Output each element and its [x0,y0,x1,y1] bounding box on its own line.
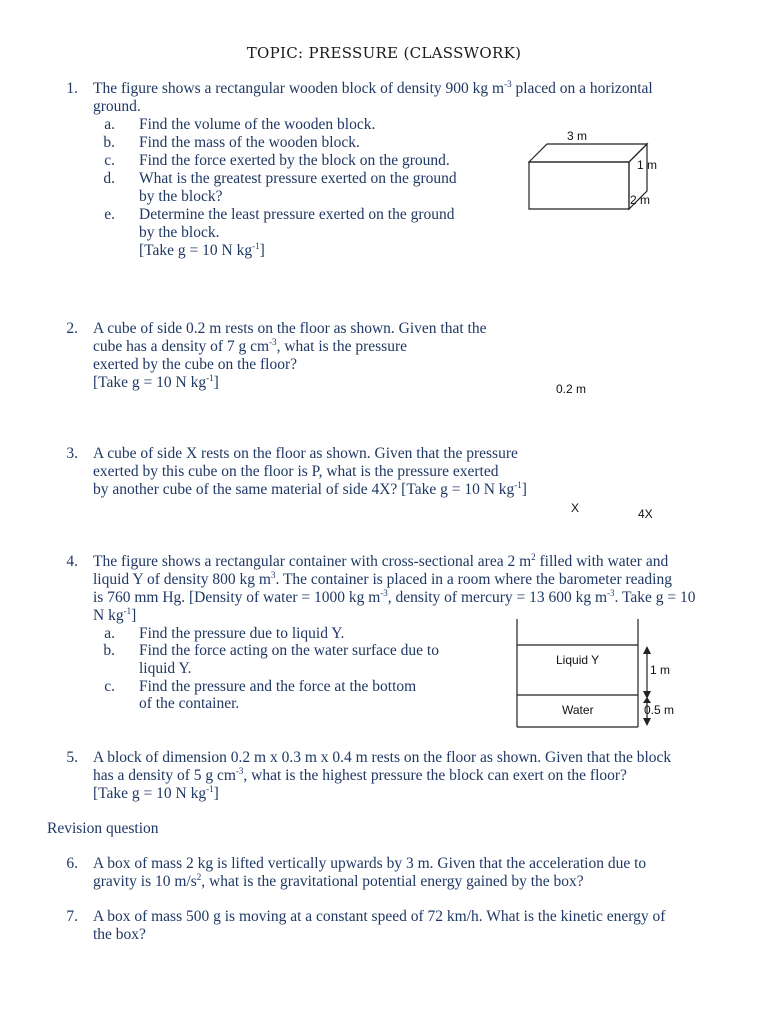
subpart-text: by the block? [139,188,223,205]
subpart-letter: b. [103,134,115,151]
liquid-y-label: Liquid Y [556,653,600,667]
subpart-text: Find the pressure and the force at the bottom [139,678,417,695]
question-text: A block of dimension 0.2 m x 0.3 m x 0.4 m rests on the floor as shown. Given that the block [93,749,672,766]
subpart-text: liquid Y. [139,660,192,677]
question-text: by another cube of the same material of side 4X? [Take g = 10 N $kg^{-1}$] [93,479,527,498]
water-height-label: 0.5 m [644,703,675,717]
subpart-letter: d. [103,170,115,187]
cube-side-label: 0.2 m [556,382,587,396]
subpart-text: Determine the least pressure exerted on the ground [139,206,455,223]
subpart-text: Find the force exerted by the block on the ground. [139,152,450,169]
question-number: 7. [66,908,78,925]
question-text: A cube of side X rests on the floor as shown. Given that the pressure [93,445,518,462]
subpart-letter: b. [103,642,115,659]
question-number: 4. [66,553,78,570]
liquid-height-label: 1 m [650,663,671,677]
subpart-text: Find the force acting on the water surface due to [139,642,439,659]
question-text: has a density of 5 g $cm^{-3}$, what is the highest pressure the block can exert on the floor? [93,765,627,784]
question-number: 1. [66,80,78,97]
given-g: [Take g = 10 N $kg^{-1}$] [139,240,265,259]
block-length-label: 3 m [567,129,588,143]
subpart-letter: c. [104,152,115,169]
question-text: liquid Y of density 800 kg $m^3$. The container is placed in a room where the barometer reading [93,569,672,588]
question-number: 6. [66,855,78,872]
question-number: 5. [66,749,78,766]
question-text: The figure shows a rectangular container with cross-sectional area 2 $m^2$ filled with water and [93,551,669,570]
question-number: 3. [66,445,78,462]
water-label: Water [562,703,594,717]
subpart-text: Find the volume of the wooden block. [139,116,376,133]
question-text: exerted by this cube on the floor is P, what is the pressure exerted [93,463,499,480]
large-cube-label: 4X [638,507,653,521]
subpart-text: of the container. [139,695,240,712]
small-cube-label: X [571,501,580,515]
subpart-text: Find the pressure due to liquid Y. [139,625,345,642]
question-text: cube has a density of 7 g $cm^{-3}$, what is the pressure [93,336,407,355]
question-text: is 760 mm Hg. [Density of water = 1000 kg $m^{-3}$, density of mercury = 13 600 kg $m^{-3}$. Take g = 10 [93,587,696,606]
question-number: 2. [66,320,78,337]
subpart-letter: c. [104,678,115,695]
question-text: exerted by the cube on the floor? [93,356,297,373]
question-text: gravity is 10 $m/s^2$, what is the gravitational potential energy gained by the box? [93,871,584,890]
question-text: A box of mass 2 kg is lifted vertically upwards by 3 m. Given that the acceleration due to [93,855,647,872]
given-g: [Take g = 10 N $kg^{-1}$] [93,783,219,802]
question-text: N $kg^{-1}$] [93,605,137,624]
question-text: ground. [93,98,141,115]
block-width-label: 2 m [630,193,651,207]
section-heading-revision: Revision question [47,820,159,837]
block-height-label: 1 m [637,158,658,172]
page-title: TOPIC: PRESSURE (CLASSWORK) [246,44,522,62]
subpart-text: What is the greatest pressure exerted on the ground [139,170,457,187]
subpart-text: Find the mass of the wooden block. [139,134,360,151]
question-text: the box? [93,926,146,943]
subpart-letter: a. [104,116,115,133]
subpart-text: by the block. [139,224,220,241]
subpart-letter: e. [104,206,115,223]
given-g: [Take g = 10 N $kg^{-1}$] [93,372,219,391]
question-text: A cube of side 0.2 m rests on the floor as shown. Given that the [93,320,487,337]
question-text: The figure shows a rectangular wooden block of density 900 kg $m^{-3}$ placed on a horizontal [93,78,653,97]
subpart-letter: a. [104,625,115,642]
question-text: A box of mass 500 g is moving at a constant speed of 72 km/h. What is the kinetic energy of [93,908,666,925]
